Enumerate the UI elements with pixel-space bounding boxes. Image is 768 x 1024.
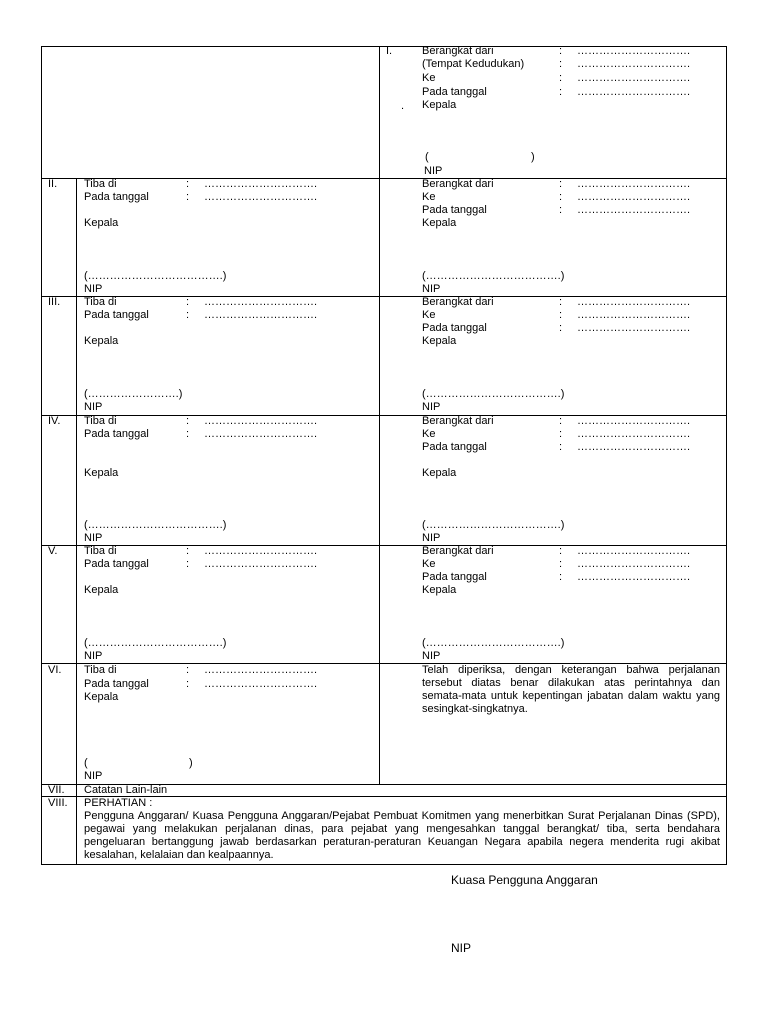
- date-field[interactable]: ………………………….: [577, 204, 691, 216]
- date-label: Pada tanggal: [84, 678, 149, 690]
- date-field[interactable]: ………………………….: [204, 428, 318, 440]
- arrival-label: Tiba di: [84, 415, 117, 427]
- date-field[interactable]: ………………………….: [204, 558, 318, 570]
- departure-label: Berangkat dari: [422, 545, 494, 557]
- colon: :: [186, 415, 190, 427]
- nip-label: NIP: [422, 401, 441, 413]
- colon: :: [559, 322, 563, 334]
- signatory-title: Kuasa Pengguna Anggaran: [451, 873, 598, 887]
- colon: :: [559, 86, 563, 98]
- arrival-label: Tiba di: [84, 664, 117, 676]
- colon: :: [559, 191, 563, 203]
- destination-field[interactable]: ………………………….: [577, 558, 691, 570]
- departure-label: Berangkat dari: [422, 415, 494, 427]
- colon: :: [559, 45, 563, 57]
- arrival-label: Tiba di: [84, 296, 117, 308]
- signature-line[interactable]: (……………………………….): [422, 637, 565, 649]
- arrival-label: Tiba di: [84, 178, 117, 190]
- colon: :: [559, 428, 563, 440]
- colon: :: [559, 441, 563, 453]
- colon: :: [186, 191, 190, 203]
- date-field[interactable]: ………………………….: [204, 191, 318, 203]
- table-border: [41, 46, 42, 865]
- nip-label: NIP: [84, 283, 103, 295]
- nip-label: NIP: [84, 532, 103, 544]
- date-label: Pada tanggal: [84, 428, 149, 440]
- signature-close: ): [531, 151, 535, 163]
- destination-label: Ke: [422, 309, 436, 321]
- signature-line[interactable]: (……………………………….): [422, 519, 565, 531]
- destination-field[interactable]: ………………………….: [577, 72, 691, 84]
- signature-open: (: [425, 151, 429, 163]
- signature-line[interactable]: (…………………….): [84, 388, 183, 400]
- date-label: Pada tanggal: [84, 309, 149, 321]
- signature-line[interactable]: (……………………………….): [84, 637, 227, 649]
- arrival-field[interactable]: ………………………….: [204, 415, 318, 427]
- origin-field[interactable]: ………………………….: [577, 58, 691, 70]
- table-border: [379, 46, 380, 785]
- date-label: Pada tanggal: [422, 571, 487, 583]
- destination-label: Ke: [422, 558, 436, 570]
- arrival-field[interactable]: ………………………….: [204, 296, 318, 308]
- head-label: Kepala: [422, 584, 457, 596]
- signature-line[interactable]: (……………………………….): [422, 270, 565, 282]
- date-field[interactable]: ………………………….: [577, 86, 691, 98]
- colon: :: [559, 309, 563, 321]
- colon: :: [559, 545, 563, 557]
- colon: :: [186, 296, 190, 308]
- head-label: Kepala: [422, 99, 457, 111]
- departure-field[interactable]: ………………………….: [577, 178, 691, 190]
- nip-label: NIP: [84, 770, 103, 782]
- date-label: Pada tanggal: [84, 558, 149, 570]
- arrival-label: Tiba di: [84, 545, 117, 557]
- head-label: Kepala: [422, 217, 457, 229]
- colon: :: [186, 309, 190, 321]
- destination-field[interactable]: ………………………….: [577, 191, 691, 203]
- date-label: Pada tanggal: [422, 86, 487, 98]
- signature-line[interactable]: (……………………………….): [84, 270, 227, 282]
- nip-label: NIP: [422, 283, 441, 295]
- destination-field[interactable]: ………………………….: [577, 309, 691, 321]
- departure-field[interactable]: ………………………….: [577, 45, 691, 57]
- head-label: Kepala: [84, 335, 119, 347]
- colon: :: [186, 664, 190, 676]
- head-label: Kepala: [422, 467, 457, 479]
- date-field[interactable]: ………………………….: [204, 309, 318, 321]
- colon: :: [559, 72, 563, 84]
- head-label: Kepala: [84, 467, 119, 479]
- table-border: [41, 864, 727, 865]
- date-label: Pada tanggal: [422, 204, 487, 216]
- nip-label: NIP: [422, 532, 441, 544]
- verification-note: Telah diperiksa, dengan keterangan bahwa perjalanan tersebut diatas benar dilakukan atas perintahnya dan semata-mata untuk kepentingan jabatan dalam waktu yang sesingkat-singkatnya.: [422, 664, 720, 715]
- origin-label: (Tempat Kedudukan): [422, 58, 525, 70]
- arrival-field[interactable]: ………………………….: [204, 178, 318, 190]
- date-label: Pada tanggal: [84, 191, 149, 203]
- row-number: VI.: [48, 664, 62, 676]
- row-number: VII.: [48, 784, 65, 796]
- departure-label: Berangkat dari: [422, 296, 494, 308]
- colon: :: [559, 571, 563, 583]
- row-number: II.: [48, 178, 58, 190]
- nip-label: NIP: [424, 165, 443, 177]
- date-field[interactable]: ………………………….: [577, 571, 691, 583]
- head-label: Kepala: [84, 217, 119, 229]
- colon: :: [559, 204, 563, 216]
- head-label: Kepala: [84, 691, 119, 703]
- departure-field[interactable]: ………………………….: [577, 545, 691, 557]
- departure-label: Berangkat dari: [422, 45, 494, 57]
- signature-line[interactable]: (……………………………….): [84, 519, 227, 531]
- signature-line[interactable]: (……………………………….): [422, 388, 565, 400]
- nip-label: NIP: [84, 650, 103, 662]
- row-number: IV.: [48, 415, 61, 427]
- date-field[interactable]: ………………………….: [577, 322, 691, 334]
- dot: .: [401, 100, 405, 112]
- arrival-field[interactable]: ………………………….: [204, 664, 318, 676]
- colon: :: [186, 428, 190, 440]
- row-number: I.: [386, 45, 393, 57]
- signatory-nip: NIP: [451, 941, 472, 955]
- row-number: V.: [48, 545, 58, 557]
- colon: :: [186, 678, 190, 690]
- colon: :: [559, 296, 563, 308]
- destination-label: Ke: [422, 191, 436, 203]
- colon: :: [186, 545, 190, 557]
- departure-field[interactable]: ………………………….: [577, 296, 691, 308]
- departure-label: Berangkat dari: [422, 178, 494, 190]
- notes-title: Catatan Lain-lain: [84, 784, 168, 796]
- colon: :: [559, 558, 563, 570]
- table-border: [726, 46, 727, 865]
- table-border: [76, 178, 77, 785]
- date-label: Pada tanggal: [422, 441, 487, 453]
- head-label: Kepala: [422, 335, 457, 347]
- colon: :: [186, 178, 190, 190]
- row-number: VIII.: [48, 797, 68, 809]
- colon: :: [559, 415, 563, 427]
- colon: :: [559, 58, 563, 70]
- attention-title: PERHATIAN :: [84, 797, 153, 809]
- nip-label: NIP: [84, 401, 103, 413]
- date-field[interactable]: ………………………….: [204, 678, 318, 690]
- table-border: [76, 784, 77, 865]
- head-label: Kepala: [84, 584, 119, 596]
- signature-close: ): [189, 757, 193, 769]
- destination-label: Ke: [422, 72, 436, 84]
- signature-open: (: [84, 757, 88, 769]
- date-label: Pada tanggal: [422, 322, 487, 334]
- row-number: III.: [48, 296, 61, 308]
- attention-body: Pengguna Anggaran/ Kuasa Pengguna Anggaran/Pejabat Pembuat Komitmen yang menerbitkan Surat Perjalanan Dinas (SPD), pegawai yang melakukan perjalanan dinas, para pejabat yang mengesahkan tanggal berangkat/ tiba, serta bendahara pengeluaran bertanggung jawab berdasarkan peraturan-peraturan Keuangan Negara apabila negera menderita rugi akibat kesalahan, kelalaian dan kealpaannya.: [84, 810, 720, 861]
- destination-field[interactable]: ………………………….: [577, 428, 691, 440]
- departure-field[interactable]: ………………………….: [577, 415, 691, 427]
- colon: :: [559, 178, 563, 190]
- arrival-field[interactable]: ………………………….: [204, 545, 318, 557]
- nip-label: NIP: [422, 650, 441, 662]
- date-field[interactable]: ………………………….: [577, 441, 691, 453]
- colon: :: [186, 558, 190, 570]
- destination-label: Ke: [422, 428, 436, 440]
